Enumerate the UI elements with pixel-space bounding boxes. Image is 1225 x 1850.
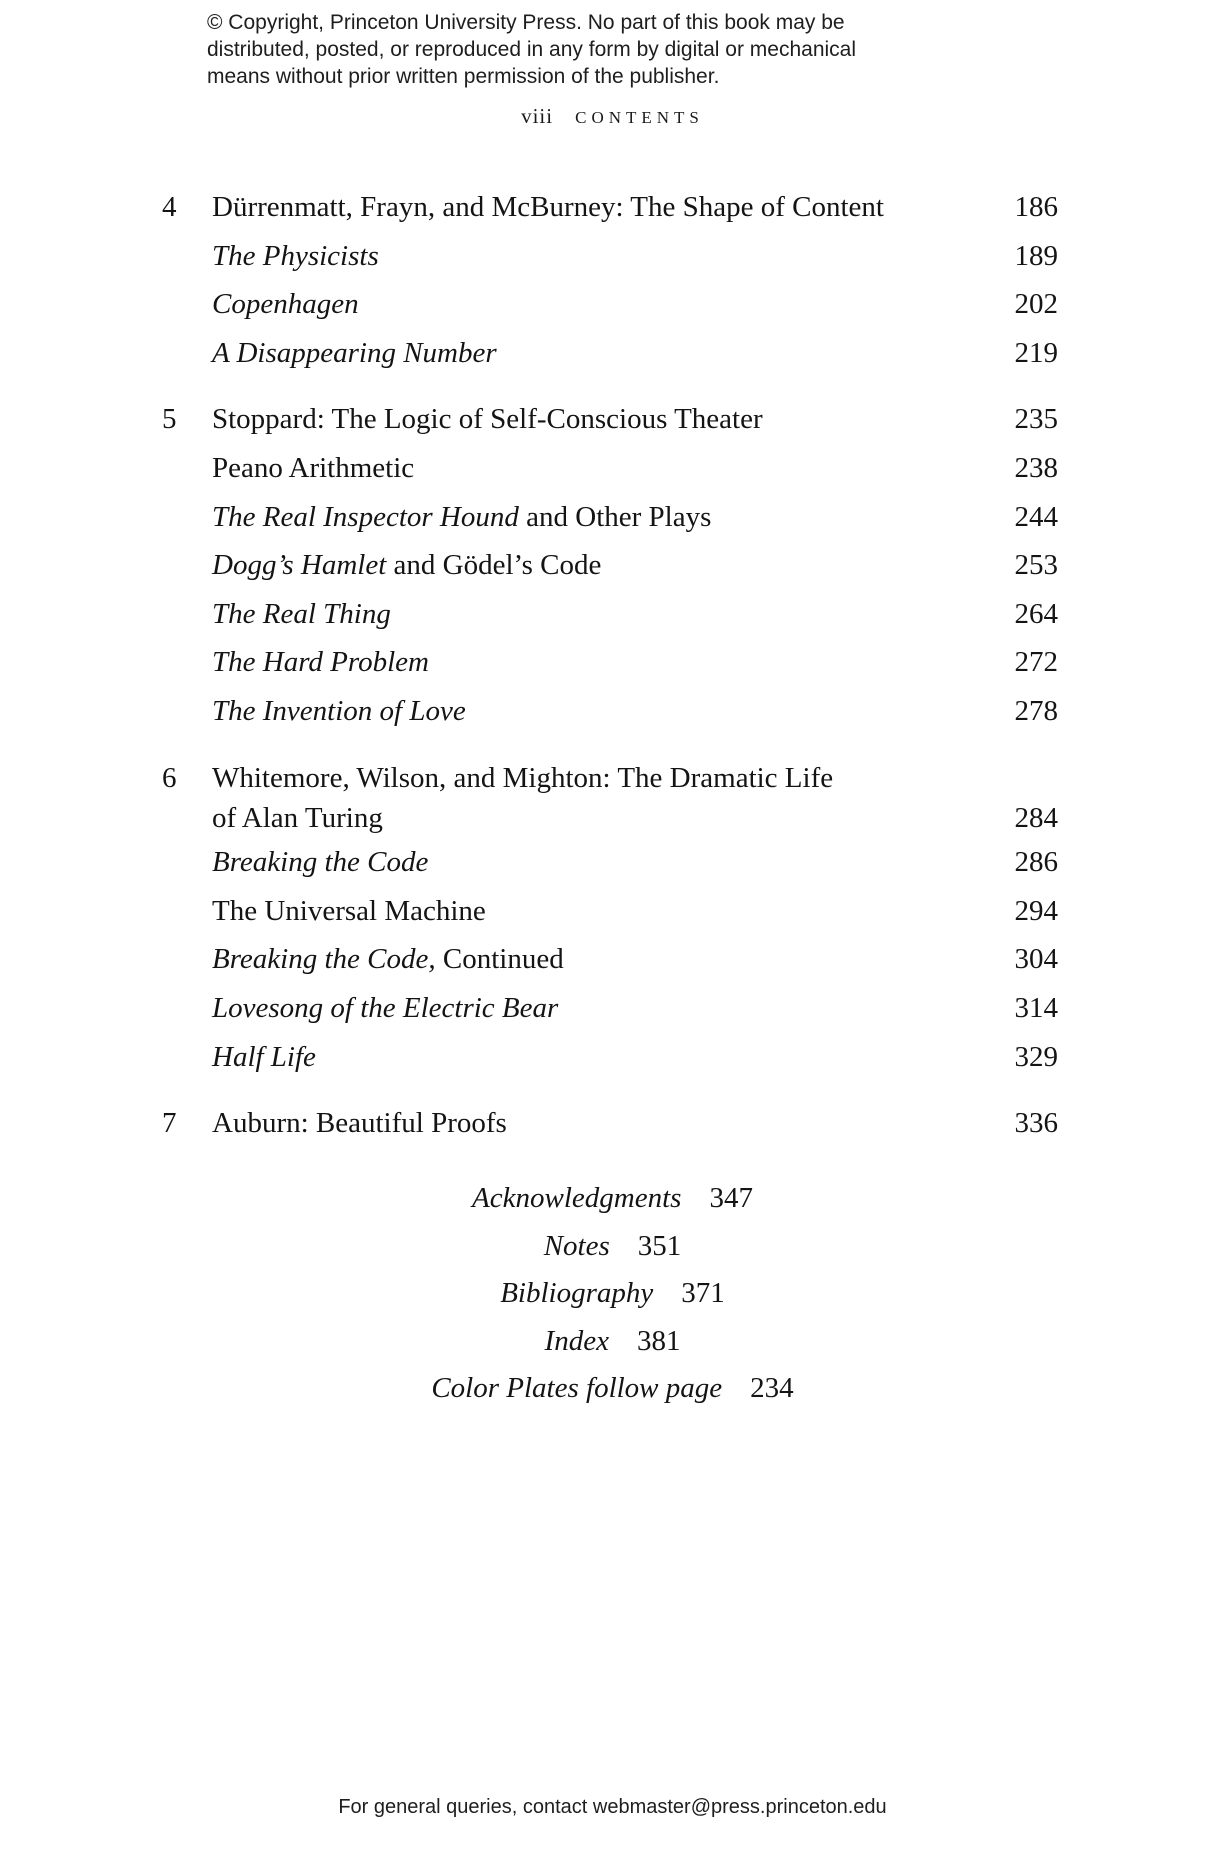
title-italic-segment: The Real Thing [212, 597, 391, 630]
back-matter-page-number: 234 [750, 1372, 794, 1404]
toc-entry-row [162, 887, 1058, 936]
copyright-notice [207, 9, 856, 90]
page-number: 186 [1014, 191, 1058, 223]
chapter-number [162, 493, 212, 542]
chapter-number: 5 [162, 403, 177, 436]
title-segment: and Other Plays [518, 500, 712, 533]
page-number: 219 [1014, 336, 1058, 369]
entry-title [212, 1033, 994, 1082]
entry-title [212, 838, 994, 887]
entry-title [212, 444, 994, 493]
entry-title [212, 887, 994, 936]
toc-entry-row [162, 1033, 1058, 1082]
chapter-number [162, 935, 212, 984]
toc-entry-row [162, 638, 1058, 687]
toc-entry-row [162, 183, 1058, 232]
toc-entry-row [162, 984, 1058, 1033]
back-matter-label: Index [544, 1324, 609, 1357]
chapter-number [162, 329, 212, 378]
chapter-number [162, 984, 212, 1033]
title-italic-segment: Breaking the Code [212, 846, 429, 879]
toc-entry-row [162, 798, 1058, 838]
entry-title [212, 329, 994, 378]
toc-entry-row [162, 395, 1058, 444]
back-matter-label: Color Plates follow page [431, 1372, 723, 1404]
page-number: 304 [1014, 943, 1058, 976]
back-matter-row [0, 1318, 1225, 1366]
title-italic-segment: A Disappearing Number [212, 336, 497, 369]
chapter-number [162, 590, 212, 639]
back-matter-row [0, 1223, 1225, 1271]
toc-entry-row [162, 935, 1058, 984]
title-segment: Peano Arithmetic [212, 451, 415, 484]
entry-title [212, 232, 994, 281]
page-number: 314 [1014, 991, 1058, 1024]
chapter-number [162, 1033, 212, 1082]
back-matter-label: Acknowledgments [472, 1182, 682, 1214]
title-segment: and Gödel’s Code [386, 549, 602, 582]
page-number: 264 [1014, 597, 1058, 630]
title-italic-segment: Copenhagen [212, 288, 359, 321]
page-number: 294 [1014, 894, 1058, 927]
toc-entry-row [162, 280, 1058, 329]
title-italic-segment: The Real Inspector Hound [212, 500, 519, 533]
title-italic-segment: The Physicists [212, 239, 379, 272]
page-number: 244 [1014, 500, 1058, 533]
running-head [0, 104, 1225, 129]
page-number: 189 [1014, 239, 1058, 272]
page-number: 278 [1014, 694, 1058, 727]
page-number: 238 [1014, 451, 1058, 484]
title-italic-segment: Lovesong of the Electric Bear [212, 991, 559, 1024]
copyright-line: © Copyright, Princeton University Press. No part of this book may be [207, 11, 845, 34]
title-segment: of Alan Turing [212, 802, 383, 835]
back-matter-page-number: 347 [709, 1182, 753, 1214]
toc-entry-row [162, 444, 1058, 493]
entry-title [212, 638, 994, 687]
back-matter-page-number: 381 [636, 1324, 681, 1357]
back-matter-row [0, 1175, 1225, 1223]
title-italic-segment: Dogg’s Hamlet [212, 549, 387, 582]
copyright-line: means without prior written permission of the publisher. [207, 65, 720, 88]
page-number: 284 [1014, 802, 1058, 835]
page-number [994, 754, 1058, 803]
entry-title [212, 687, 994, 736]
title-segment: Whitemore, Wilson, and Mighton: The Dramatic Life [212, 761, 834, 794]
entry-title [212, 798, 994, 838]
back-matter-label: Notes [543, 1229, 610, 1262]
toc-entry-row [162, 1099, 1058, 1148]
page-number: 329 [1014, 1040, 1058, 1073]
footer-query-note: For general queries, contact webmaster@press.princeton.edu [338, 1796, 887, 1818]
title-segment: The Universal Machine [212, 894, 486, 927]
chapter-number: 6 [162, 761, 177, 794]
toc-entry-row [162, 838, 1058, 887]
chapter-number [162, 838, 212, 887]
chapter-number: 7 [162, 1107, 177, 1140]
page-number: 286 [1014, 846, 1058, 879]
chapter-number [162, 887, 212, 936]
entry-title [212, 280, 994, 329]
entry-title [212, 935, 994, 984]
title-segment: Stoppard: The Logic of Self-Conscious Theater [212, 403, 763, 436]
entry-title [212, 984, 994, 1033]
toc-entry-row [162, 329, 1058, 378]
entry-title [212, 395, 994, 444]
back-matter-list [0, 1175, 1225, 1413]
page-folio: viii [521, 104, 554, 128]
toc-entry-row [162, 232, 1058, 281]
page-title: CONTENTS [575, 108, 704, 127]
title-italic-segment: The Hard Problem [212, 646, 429, 679]
page-number: 272 [1014, 646, 1058, 679]
entry-title [212, 183, 994, 232]
chapter-number [162, 541, 212, 590]
chapter-number [162, 687, 212, 736]
title-segment: Continued [435, 943, 564, 976]
chapter-number [162, 232, 212, 281]
title-italic-segment: The Invention of Love [212, 694, 466, 727]
page-number: 336 [1014, 1107, 1058, 1140]
chapter-number [162, 444, 212, 493]
chapter-number [162, 280, 212, 329]
back-matter-page-number: 351 [637, 1229, 682, 1262]
title-italic-segment: Half Life [212, 1040, 316, 1073]
back-matter-row [0, 1365, 1225, 1413]
title-segment: Auburn: Beautiful Proofs [212, 1107, 507, 1140]
toc-entry-row [162, 493, 1058, 542]
back-matter-label: Bibliography [500, 1277, 654, 1309]
entry-title [212, 754, 994, 803]
chapter-number [162, 798, 212, 838]
title-italic-segment: Breaking the Code, [212, 943, 436, 976]
back-matter-page-number: 371 [681, 1277, 725, 1309]
table-of-contents [162, 165, 1058, 1148]
copyright-line: distributed, posted, or reproduced in any form by digital or mechanical [207, 38, 857, 61]
toc-entry-row [162, 541, 1058, 590]
entry-title [212, 590, 994, 639]
toc-entry-row [162, 590, 1058, 639]
back-matter-row [0, 1270, 1225, 1318]
chapter-number [162, 638, 212, 687]
page-number: 202 [1014, 288, 1058, 321]
toc-entry-row [162, 687, 1058, 736]
entry-title [212, 1099, 994, 1148]
entry-title [212, 493, 994, 542]
chapter-number: 4 [162, 191, 177, 223]
title-segment: Dürrenmatt, Frayn, and McBurney: The Shape of Content [212, 191, 884, 223]
page-number: 253 [1014, 549, 1058, 582]
toc-entry-row [162, 754, 1058, 803]
entry-title [212, 541, 994, 590]
page-number: 235 [1014, 403, 1058, 436]
